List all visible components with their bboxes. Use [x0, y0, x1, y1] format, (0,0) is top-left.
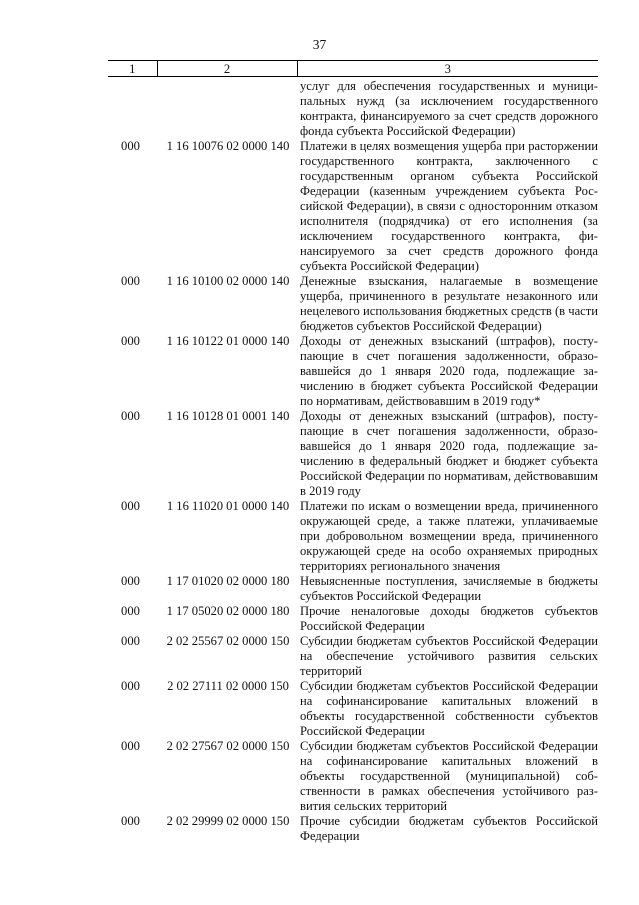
column-header-2: 2 — [157, 61, 297, 77]
revenue-description: Доходы от денежных взысканий (штрафов), поступающие в счет погашения задолженности, образовавшейся до 1 января 2020 года, подлежащие зачислению в федеральный бюджет и бюджет субъекта Российской Федерации по нормативам, действовавшим в 2019 году — [300, 409, 598, 498]
table-row — [108, 409, 598, 499]
table-row — [108, 499, 598, 574]
revenue-code: 1 16 11020 01 0000 140 — [166, 499, 290, 513]
continuation-description: услуг для обеспечения государственных и муниципальных нужд (за исключением государственного контракта, финансируемого за счет средств дорожного фонда субъекта Российской Федерации) — [300, 79, 598, 138]
revenue-description: Прочие неналоговые доходы бюджетов субъектов Российской Федерации — [300, 604, 598, 633]
admin-code: 000 — [121, 334, 140, 348]
revenue-description: Платежи в целях возмещения ущерба при расторжении государственного контракта, заключенного с государственным органом субъекта Российской Федерации (казенным учреждением субъекта Российской Федерации), в связи с односторонним отказом исполнителя (подрядчика) от его исполнения (за исключением государственного контракта, финансируемого за счет средств дорожного фонда субъекта Российской Федерации) — [300, 139, 598, 273]
table-header-row — [108, 61, 598, 77]
column-header-1: 1 — [108, 61, 157, 77]
revenue-description: Денежные взыскания, налагаемые в возмещение ущерба, причиненного в результате незаконного или нецелевого использования бюджетных средств (в части бюджетов субъектов Российской Федерации) — [300, 274, 599, 333]
revenue-description: Прочие субсидии бюджетам субъектов Российской Федерации — [300, 814, 598, 843]
revenue-code: 2 02 29999 02 0000 150 — [166, 814, 290, 828]
revenue-code: 1 17 05020 02 0000 180 — [166, 604, 290, 618]
revenue-code: 2 02 27111 02 0000 150 — [167, 679, 289, 693]
admin-code: 000 — [121, 409, 140, 423]
admin-code: 000 — [121, 574, 140, 588]
revenue-description: Субсидии бюджетам субъектов Российской Федерации на софинансирование капитальных вложений в объекты государственной собственности субъектов Российской Федерации — [300, 679, 598, 738]
revenue-code: 1 17 01020 02 0000 180 — [166, 574, 290, 588]
admin-code: 000 — [121, 814, 140, 828]
admin-code: 000 — [121, 604, 140, 618]
admin-code: 000 — [121, 634, 140, 648]
table-row — [108, 139, 598, 274]
revenue-code: 1 16 10128 01 0001 140 — [166, 409, 290, 423]
revenue-code: 1 16 10076 02 0000 140 — [166, 139, 290, 153]
revenue-code: 1 16 10100 02 0000 140 — [166, 274, 290, 288]
admin-code: 000 — [121, 274, 140, 288]
revenue-description: Доходы от денежных взысканий (штрафов), поступающие в счет погашения задолженности, образовавшейся до 1 января 2020 года, подлежащие зачислению в бюджет субъекта Российской Федерации по нормативам, действовавшим в 2019 году* — [300, 334, 598, 408]
revenue-code: 2 02 25567 02 0000 150 — [166, 634, 290, 648]
table-row-continuation — [108, 77, 598, 140]
budget-codes-table — [108, 60, 598, 844]
table-row — [108, 274, 598, 334]
column-header-3: 3 — [297, 61, 598, 77]
table-row — [108, 679, 598, 739]
table-row — [108, 814, 598, 844]
revenue-description: Субсидии бюджетам субъектов Российской Федерации на софинансирование капитальных вложений в объекты государственной (муниципальной) собственности в рамках обеспечения устойчивого развития сельских территорий — [300, 739, 598, 813]
table-row — [108, 634, 598, 679]
admin-code: 000 — [121, 139, 140, 153]
table-row — [108, 574, 598, 604]
revenue-description: Платежи по искам о возмещении вреда, причиненного окружающей среде, а также платежи, уплачиваемые при добровольном возмещении вреда, причиненного окружающей среде на особо охраняемых природных территориях регионального значения — [300, 499, 598, 573]
revenue-description: Невыясненные поступления, зачисляемые в бюджеты субъектов Российской Федерации — [300, 574, 598, 603]
admin-code: 000 — [121, 499, 140, 513]
table-row — [108, 334, 598, 409]
admin-code: 000 — [121, 679, 140, 693]
table-row — [108, 739, 598, 814]
table-row — [108, 604, 598, 634]
page-number: 37 — [312, 37, 327, 52]
admin-code: 000 — [121, 739, 140, 753]
revenue-description: Субсидии бюджетам субъектов Российской Федерации на обеспечение устойчивого развития сельских территорий — [300, 634, 598, 678]
revenue-code: 1 16 10122 01 0000 140 — [166, 334, 290, 348]
revenue-code: 2 02 27567 02 0000 150 — [166, 739, 290, 753]
